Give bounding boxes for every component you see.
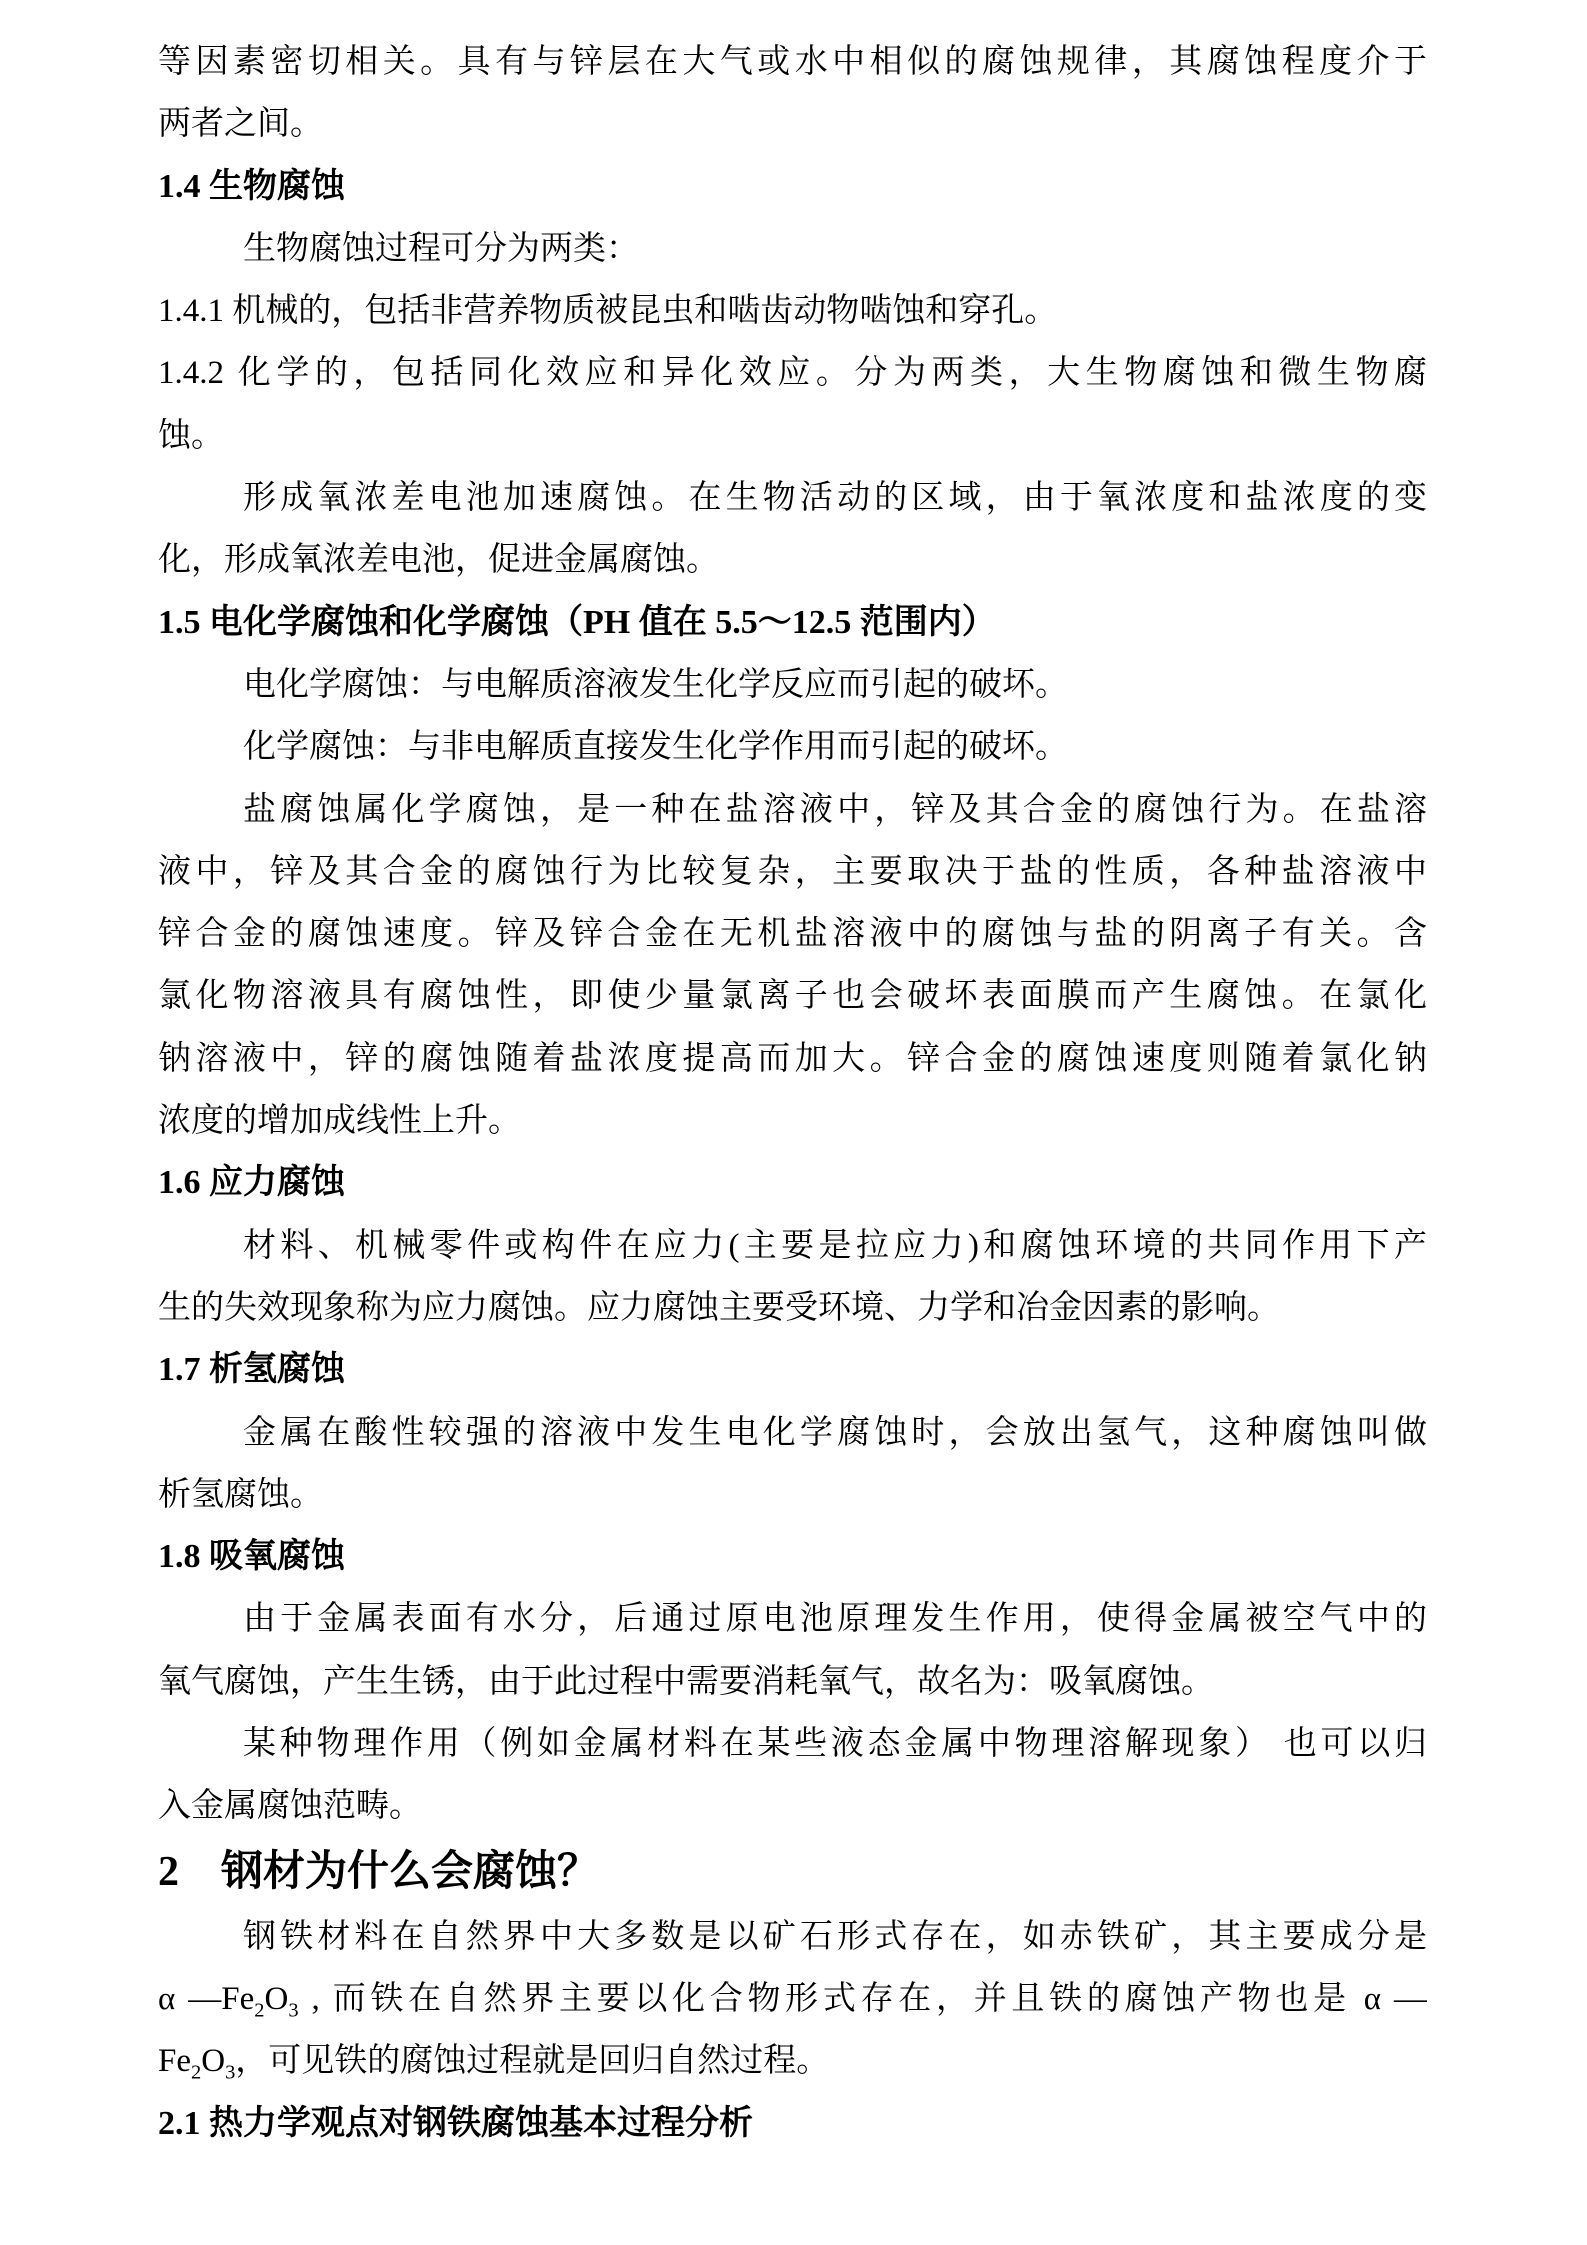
text-line: 氯化物溶液具有腐蚀性，即使少量氯离子也会破坏表面膜而产生腐蚀。在氯化 (158, 978, 1427, 1015)
text-line: 化，形成氧浓差电池，促进金属腐蚀。 (158, 542, 719, 579)
text-line: 钢铁材料在自然界中大多数是以矿石形式存在，如赤铁矿，其主要成分是 (243, 1918, 1427, 1955)
text-line: 生物腐蚀过程可分为两类： (243, 230, 639, 267)
text-line: 盐腐蚀属化学腐蚀，是一种在盐溶液中，锌及其合金的腐蚀行为。在盐溶 (243, 791, 1427, 828)
text-line: 等因素密切相关。具有与锌层在大气或水中相似的腐蚀规律，其腐蚀程度介于 (158, 44, 1427, 80)
text-line: 蚀。 (158, 417, 224, 454)
text-line: 由于金属表面有水分，后通过原电池原理发生作用，使得金属被空气中的 (243, 1601, 1427, 1638)
section-heading: 1.8 吸氧腐蚀 (158, 1538, 345, 1576)
text-line: 金属在酸性较强的溶液中发生电化学腐蚀时，会放出氢气，这种腐蚀叫做 (243, 1414, 1427, 1451)
section-heading: 1.7 析氢腐蚀 (158, 1351, 345, 1389)
text-line: 1.4.1 机械的，包括非营养物质被昆虫和啮齿动物啮蚀和穿孔。 (158, 293, 1058, 330)
text-line: α $—Fe_2O_3$ , 而铁在自然界主要以化合物形式存在，并且铁的腐蚀产物也是 α — (158, 1980, 1427, 2022)
text-line: 锌合金的腐蚀速度。锌及锌合金在无机盐溶液中的腐蚀与盐的阴离子有关。含 (158, 916, 1427, 953)
text-line: 氧气腐蚀，产生生锈，由于此过程中需要消耗氧气，故名为：吸氧腐蚀。 (158, 1663, 1214, 1700)
text-line: 钠溶液中，锌的腐蚀随着盐浓度提高而加大。锌合金的腐蚀速度则随着氯化钠 (158, 1040, 1427, 1077)
section-heading: 1.6 应力腐蚀 (158, 1164, 345, 1202)
text-line: 某种物理作用（例如金属材料在某些液态金属中物理溶解现象） 也可以归 (243, 1726, 1427, 1763)
section-heading: 1.4 生物腐蚀 (158, 167, 345, 205)
text-line: 生的失效现象称为应力腐蚀。应力腐蚀主要受环境、力学和冶金因素的影响。 (158, 1289, 1280, 1326)
text-line: 形成氧浓差电池加速腐蚀。在生物活动的区域，由于氧浓度和盐浓度的变 (243, 480, 1427, 517)
section-heading: 1.5 电化学腐蚀和化学腐蚀（PH 值在 5.5～12.5 范围内） (158, 603, 996, 641)
text-line: $Fe_2O_3$，可见铁的腐蚀过程就是回归自然过程。 (158, 2043, 830, 2084)
text-line: 浓度的增加成线性上升。 (158, 1103, 521, 1140)
text-line: 析氢腐蚀。 (158, 1476, 323, 1513)
text-line: 液中，锌及其合金的腐蚀行为比较复杂，主要取决于盐的性质，各种盐溶液中 (158, 853, 1427, 890)
text-line: 化学腐蚀：与非电解质直接发生化学作用而引起的破坏。 (243, 729, 1068, 766)
text-line: 入金属腐蚀范畴。 (158, 1788, 422, 1825)
text-line: 1.4.2 化学的，包括同化效应和异化效应。分为两类，大生物腐蚀和微生物腐 (158, 355, 1427, 392)
section-heading: 2 钢材为什么会腐蚀？ (158, 1848, 600, 1895)
text-line: 电化学腐蚀：与电解质溶液发生化学反应而引起的破坏。 (243, 666, 1068, 703)
text-line: 两者之间。 (158, 106, 323, 143)
text-line: 材料、机械零件或构件在应力(主要是拉应力)和腐蚀环境的共同作用下产 (243, 1227, 1427, 1264)
section-heading: 2.1 热力学观点对钢铁腐蚀基本过程分析 (158, 2104, 753, 2142)
